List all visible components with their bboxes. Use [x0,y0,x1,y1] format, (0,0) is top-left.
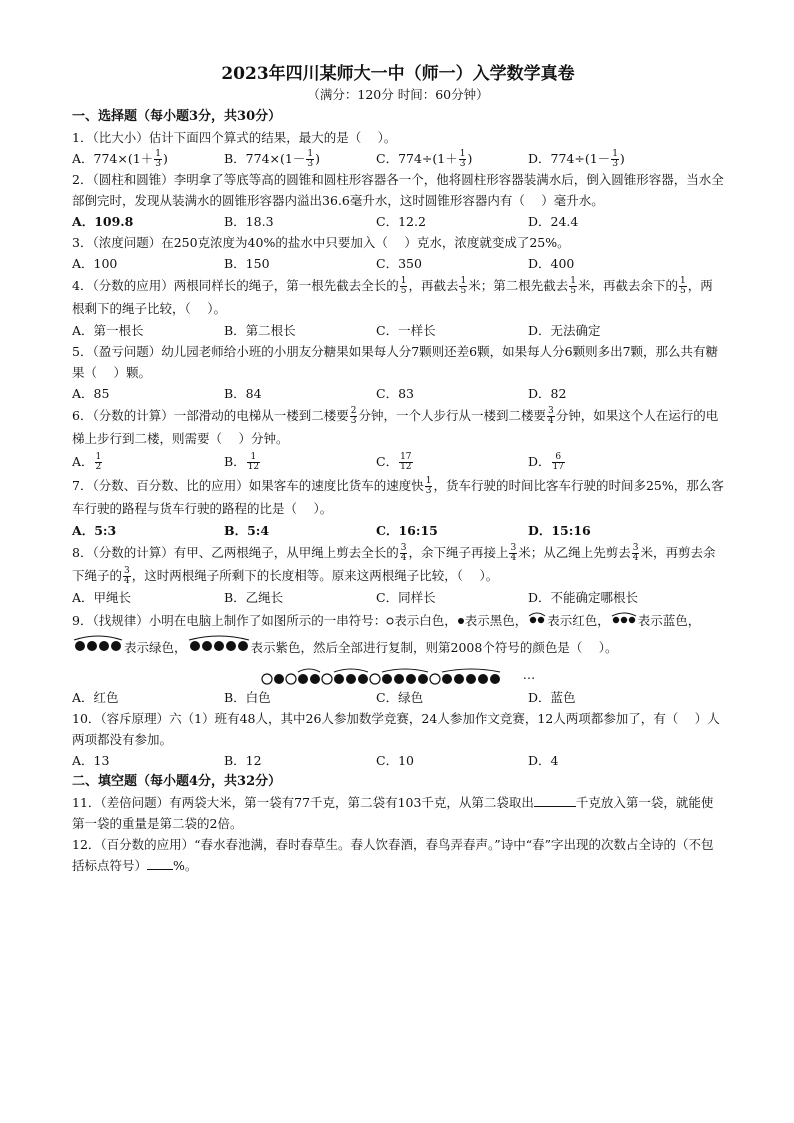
option-a[interactable]: A．100 [72,256,118,271]
option-d[interactable]: D．24.4 [528,214,579,229]
question-5: 5．（盈亏问题）幼儿园老师给小班的小朋友分糖果如果每人分7颗则还差6颗，如果每人分6颗则多出7颗，那么共有糖果（ ）颗。 [72,344,719,380]
question-10: 10．（容斥原理）六（1）班有48人，其中26人参加数学竞赛，24人参加作文竞赛，12人两项都参加了，有（ ）人两项都没有参加。 [72,711,720,747]
option-d[interactable]: D．400 [528,256,575,271]
black-circle-symbol [457,617,465,625]
answer-blank[interactable] [534,794,576,807]
question-2: 2．（圆柱和圆锥）李明拿了等底等高的圆锥和圆柱形容器各一个，他将圆柱形容器装满水后，倒入圆锥形容器，当水全部倒完时，发现从装满水的圆锥形容器内溢出36.6毫升水，这时圆锥形容器内有（ ）毫升水。 [72,172,724,208]
option-a[interactable]: A．红色 [72,690,119,705]
option-a[interactable]: A．5:3 [72,523,117,538]
section-heading-choice: 一、选择题（每小题3分，共30分） [72,109,282,124]
question-9: 9．（找规律）小明在电脑上制作了如图所示的一串符号： 表示白色， 表示黑色， 表示红色， 表示蓝色，表示绿色， 表示紫色，然后全部进行复制，则第2008个符号的颜色是（ ）。 [72,613,701,655]
question-9-options [72,687,724,708]
question-5-options [72,383,724,404]
option-c[interactable]: C．绿色 [376,690,424,705]
green-symbol-four-dots [72,634,124,652]
option-b[interactable]: B．第二根长 [224,323,296,338]
option-c[interactable]: C．一样长 [376,323,436,338]
question-1-options [72,148,724,169]
purple-symbol-five-dots [187,634,251,652]
option-b[interactable]: B．5:4 [224,523,270,538]
option-d[interactable]: D．82 [528,386,567,401]
question-4: 4．（分数的应用）两根同样长的绳子，第一根先截去全长的 $\frac{1}{5}$ ，再截去 $\frac{1}{5}$ 米；第二根先截去 $\frac{1}{5}$ 米，再截去余下的 $\frac{1}{5}$ ，两根剩下的绳子比较，（ ）。 [72,276,713,316]
question-11: 11．（差倍问题）有两袋大米，第一袋有77千克，第二袋有103千克，从第二袋取出 千克放入第一袋，就能使第一袋的重量是第二袋的2倍。 [72,795,714,831]
option-c[interactable]: C．10 [376,753,414,768]
option-a[interactable]: A．甲绳长 [72,590,132,605]
option-d[interactable]: D．774÷(1－ $\frac{1}{3}$ ) [528,149,625,169]
question-8: 8．（分数的计算）有甲、乙两根绳子，从甲绳上剪去全长的 $\frac{3}{4}$ ，余下绳子再接上 $\frac{3}{4}$ 米；从乙绳上先剪去 $\frac{3}{4}$ 米，再剪去余下绳子的 $\frac{3}{4}$ ，这时两根绳子所剩下的长度相等。原来这两根绳子比较，（ ）。 [72,543,716,586]
question-3: 3．（浓度问题）在250克浓度为40%的盐水中只要加入（ ）克水，浓度就变成了25%。 [72,235,570,250]
option-b[interactable]: B． $\frac{1}{12}$ [224,452,260,472]
sequence-ellipsis: … [522,667,536,682]
option-c[interactable]: C．774÷(1＋ $\frac{1}{3}$ ) [376,149,473,169]
option-c[interactable]: C．350 [376,256,422,271]
option-a[interactable]: A．第一根长 [72,323,144,338]
option-b[interactable]: B．12 [224,753,262,768]
answer-blank[interactable] [147,857,173,870]
question-2-options [72,211,724,232]
option-d[interactable]: D．蓝色 [528,690,576,705]
option-c[interactable]: C． $\frac{17}{12}$ [376,452,412,472]
option-d[interactable]: D．4 [528,753,559,768]
option-d[interactable]: D． $\frac{6}{17}$ [528,452,564,472]
option-b[interactable]: B．乙绳长 [224,590,284,605]
section-heading-fill: 二、填空题（每小题4分，共32分） [72,774,282,789]
question-10-options [72,750,724,771]
red-symbol-two-dots [527,611,547,625]
option-a[interactable]: A．774×(1＋ $\frac{1}{3}$ ) [72,149,168,169]
option-a[interactable]: A．85 [72,386,110,401]
question-12: 12．（百分数的应用）“春水春池满，春时春草生。春人饮春酒，春鸟弄春声。”诗中“春”字出现的次数占全诗的（不包括标点符号） %。 [72,837,714,873]
option-a[interactable]: A．109.8 [72,214,134,229]
question-6: 6．（分数的计算）一部滑动的电梯从一楼到二楼要 $\frac{2}{3}$ 分钟，一个人步行从一楼到二楼要 $\frac{3}{4}$ 分钟，如果这个人在运行的电梯上步行到二楼，则需要（ ）分钟。 [72,406,719,446]
question-1: 1．（比大小）估计下面四个算式的结果，最大的是（ ）。 [72,130,397,145]
question-6-options [72,450,724,474]
option-d[interactable]: D．15:16 [528,523,591,538]
option-c[interactable]: C．12.2 [376,214,426,229]
blue-symbol-three-dots [610,611,638,625]
question-8-options [72,587,724,608]
exam-page [72,58,724,876]
option-d[interactable]: D．不能确定哪根长 [528,590,639,605]
option-b[interactable]: B．白色 [224,690,271,705]
option-a[interactable]: A．13 [72,753,110,768]
question-7-options [72,520,724,541]
option-b[interactable]: B．774×(1－ $\frac{1}{3}$ ) [224,149,320,169]
option-c[interactable]: C．同样长 [376,590,436,605]
question-3-options [72,253,724,274]
option-d[interactable]: D．无法确定 [528,323,601,338]
symbol-sequence-figure [72,663,724,687]
page-title: 2023年四川某师大一中（师一）入学数学真卷 [221,64,575,84]
option-b[interactable]: B．84 [224,386,262,401]
option-b[interactable]: B．150 [224,256,270,271]
page-subtitle: （满分：120分 时间：60分钟） [307,87,489,102]
option-a[interactable]: A． $\frac{1}{2}$ [72,452,102,472]
symbol-sequence [261,665,523,687]
question-4-options [72,320,724,341]
question-7: 7．（分数、百分数、比的应用）如果客车的速度比货车的速度快 $\frac{1}{3}$ ，货车行驶的时间比客车行驶的时间多25%，那么客车行驶的路程与货车行驶的路程的比是（ ）。 [72,476,724,516]
option-b[interactable]: B．18.3 [224,214,274,229]
option-c[interactable]: C．16:15 [376,523,438,538]
option-c[interactable]: C．83 [376,386,414,401]
